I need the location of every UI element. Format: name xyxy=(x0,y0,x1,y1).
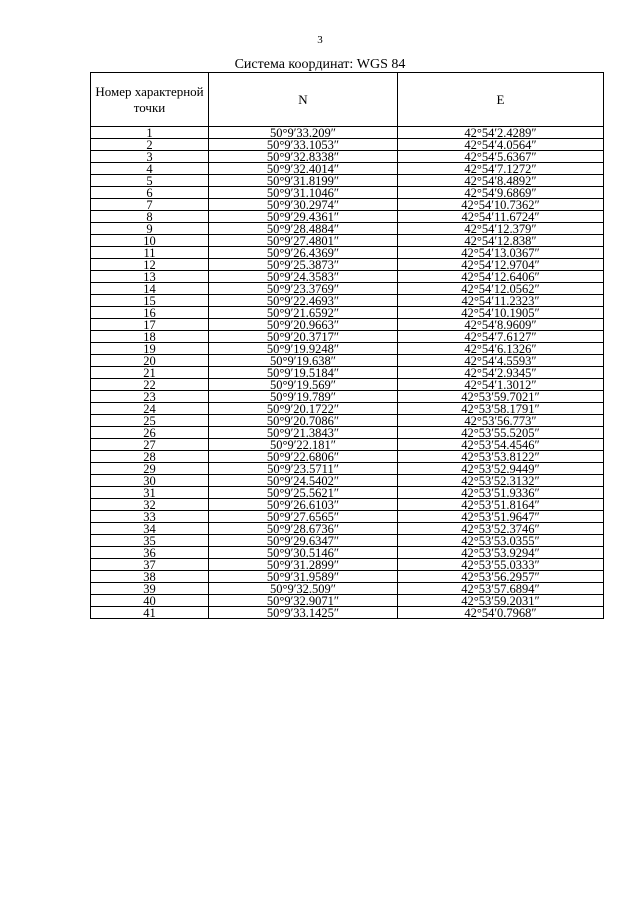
cell-north: 50°9′25.5621″ xyxy=(209,487,398,499)
header-point-number xyxy=(91,73,209,127)
cell-north: 50°9′31.1046″ xyxy=(209,187,398,199)
table-row xyxy=(91,187,604,199)
cell-east: 42°54′11.2323″ xyxy=(398,295,604,307)
cell-north: 50°9′27.6565″ xyxy=(209,511,398,523)
cell-point-number: 34 xyxy=(91,523,209,535)
cell-east: 42°53′51.9647″ xyxy=(398,511,604,523)
cell-point-number: 4 xyxy=(91,163,209,175)
cell-north: 50°9′21.6592″ xyxy=(209,307,398,319)
cell-point-number: 25 xyxy=(91,415,209,427)
cell-north: 50°9′21.3843″ xyxy=(209,427,398,439)
cell-point-number: 23 xyxy=(91,391,209,403)
cell-north: 50°9′32.509″ xyxy=(209,583,398,595)
cell-north: 50°9′20.1722″ xyxy=(209,403,398,415)
cell-east: 42°53′53.9294″ xyxy=(398,547,604,559)
cell-north: 50°9′19.569″ xyxy=(209,379,398,391)
cell-point-number: 16 xyxy=(91,307,209,319)
cell-east: 42°54′2.9345″ xyxy=(398,367,604,379)
cell-east: 42°53′52.9449″ xyxy=(398,463,604,475)
cell-north: 50°9′22.181″ xyxy=(209,439,398,451)
table-row xyxy=(91,511,604,523)
cell-north: 50°9′25.3873″ xyxy=(209,259,398,271)
cell-east: 42°53′52.3746″ xyxy=(398,523,604,535)
cell-east: 42°53′51.8164″ xyxy=(398,499,604,511)
cell-point-number: 14 xyxy=(91,283,209,295)
cell-north: 50°9′19.5184″ xyxy=(209,367,398,379)
table-row xyxy=(91,487,604,499)
coordinates-table-body xyxy=(91,127,604,619)
table-row xyxy=(91,355,604,367)
table-row xyxy=(91,319,604,331)
cell-point-number: 6 xyxy=(91,187,209,199)
cell-east: 42°54′10.1905″ xyxy=(398,307,604,319)
cell-point-number: 21 xyxy=(91,367,209,379)
cell-point-number: 2 xyxy=(91,139,209,151)
cell-point-number: 28 xyxy=(91,451,209,463)
cell-east: 42°54′2.4289″ xyxy=(398,127,604,139)
table-row xyxy=(91,271,604,283)
cell-east: 42°54′0.7968″ xyxy=(398,607,604,619)
table-row xyxy=(91,211,604,223)
cell-north: 50°9′29.6347″ xyxy=(209,535,398,547)
table-row xyxy=(91,163,604,175)
cell-point-number: 7 xyxy=(91,199,209,211)
table-row xyxy=(91,415,604,427)
cell-north: 50°9′20.7086″ xyxy=(209,415,398,427)
cell-north: 50°9′32.9071″ xyxy=(209,595,398,607)
cell-point-number: 41 xyxy=(91,607,209,619)
cell-north: 50°9′30.2974″ xyxy=(209,199,398,211)
cell-north: 50°9′23.3769″ xyxy=(209,283,398,295)
table-row xyxy=(91,247,604,259)
cell-east: 42°53′54.4546″ xyxy=(398,439,604,451)
cell-point-number: 35 xyxy=(91,535,209,547)
table-row xyxy=(91,295,604,307)
table-row xyxy=(91,475,604,487)
cell-east: 42°53′57.6894″ xyxy=(398,583,604,595)
table-row xyxy=(91,199,604,211)
cell-point-number: 5 xyxy=(91,175,209,187)
cell-point-number: 22 xyxy=(91,379,209,391)
cell-north: 50°9′24.3583″ xyxy=(209,271,398,283)
table-row xyxy=(91,151,604,163)
cell-north: 50°9′31.8199″ xyxy=(209,175,398,187)
cell-east: 42°54′10.7362″ xyxy=(398,199,604,211)
cell-north: 50°9′27.4801″ xyxy=(209,235,398,247)
cell-east: 42°54′12.6406″ xyxy=(398,271,604,283)
table-row xyxy=(91,235,604,247)
cell-point-number: 38 xyxy=(91,571,209,583)
cell-point-number: 31 xyxy=(91,487,209,499)
table-row xyxy=(91,127,604,139)
cell-point-number: 36 xyxy=(91,547,209,559)
cell-north: 50°9′22.4693″ xyxy=(209,295,398,307)
cell-point-number: 13 xyxy=(91,271,209,283)
cell-north: 50°9′19.789″ xyxy=(209,391,398,403)
table-row xyxy=(91,343,604,355)
table-row xyxy=(91,571,604,583)
cell-point-number: 26 xyxy=(91,427,209,439)
cell-north: 50°9′31.2899″ xyxy=(209,559,398,571)
cell-point-number: 29 xyxy=(91,463,209,475)
table-row xyxy=(91,559,604,571)
cell-east: 42°54′12.838″ xyxy=(398,235,604,247)
cell-east: 42°53′52.3132″ xyxy=(398,475,604,487)
cell-east: 42°53′53.8122″ xyxy=(398,451,604,463)
cell-north: 50°9′30.5146″ xyxy=(209,547,398,559)
cell-point-number: 39 xyxy=(91,583,209,595)
cell-north: 50°9′26.6103″ xyxy=(209,499,398,511)
cell-east: 42°54′7.1272″ xyxy=(398,163,604,175)
cell-north: 50°9′32.4014″ xyxy=(209,163,398,175)
cell-east: 42°53′51.9336″ xyxy=(398,487,604,499)
cell-point-number: 11 xyxy=(91,247,209,259)
table-row xyxy=(91,427,604,439)
cell-point-number: 33 xyxy=(91,511,209,523)
table-row xyxy=(91,379,604,391)
header-point-number-label: Номер характерной точки xyxy=(95,83,204,115)
cell-north: 50°9′33.1053″ xyxy=(209,139,398,151)
cell-north: 50°9′28.6736″ xyxy=(209,523,398,535)
cell-north: 50°9′19.9248″ xyxy=(209,343,398,355)
page-number: 3 xyxy=(317,34,323,46)
cell-east: 42°53′55.0333″ xyxy=(398,559,604,571)
table-row xyxy=(91,391,604,403)
table-row xyxy=(91,403,604,415)
coordinate-system-caption: Система координат: WGS 84 xyxy=(234,57,406,72)
cell-east: 42°54′4.0564″ xyxy=(398,139,604,151)
cell-point-number: 10 xyxy=(91,235,209,247)
cell-point-number: 40 xyxy=(91,595,209,607)
cell-point-number: 3 xyxy=(91,151,209,163)
cell-point-number: 20 xyxy=(91,355,209,367)
table-row xyxy=(91,607,604,619)
cell-east: 42°54′1.3012″ xyxy=(398,379,604,391)
table-row xyxy=(91,463,604,475)
cell-point-number: 30 xyxy=(91,475,209,487)
table-row xyxy=(91,595,604,607)
header-east: E xyxy=(398,73,604,127)
coordinates-table xyxy=(90,72,604,619)
cell-point-number: 8 xyxy=(91,211,209,223)
table-row xyxy=(91,547,604,559)
cell-north: 50°9′24.5402″ xyxy=(209,475,398,487)
cell-east: 42°54′12.9704″ xyxy=(398,259,604,271)
cell-north: 50°9′28.4884″ xyxy=(209,223,398,235)
cell-north: 50°9′31.9589″ xyxy=(209,571,398,583)
cell-east: 42°54′12.379″ xyxy=(398,223,604,235)
cell-point-number: 32 xyxy=(91,499,209,511)
table-row xyxy=(91,367,604,379)
cell-east: 42°53′59.7021″ xyxy=(398,391,604,403)
table-row xyxy=(91,139,604,151)
table-row xyxy=(91,223,604,235)
table-row xyxy=(91,451,604,463)
table-row xyxy=(91,283,604,295)
cell-east: 42°53′53.0355″ xyxy=(398,535,604,547)
cell-point-number: 27 xyxy=(91,439,209,451)
table-row xyxy=(91,259,604,271)
cell-point-number: 17 xyxy=(91,319,209,331)
cell-east: 42°53′56.2957″ xyxy=(398,571,604,583)
cell-east: 42°54′13.0367″ xyxy=(398,247,604,259)
cell-point-number: 24 xyxy=(91,403,209,415)
table-row xyxy=(91,307,604,319)
table-header-row xyxy=(91,73,604,127)
cell-north: 50°9′22.6806″ xyxy=(209,451,398,463)
cell-east: 42°54′4.5593″ xyxy=(398,355,604,367)
cell-north: 50°9′20.9663″ xyxy=(209,319,398,331)
table-row xyxy=(91,535,604,547)
table-row xyxy=(91,523,604,535)
cell-east: 42°53′55.5205″ xyxy=(398,427,604,439)
cell-east: 42°54′12.0562″ xyxy=(398,283,604,295)
cell-point-number: 1 xyxy=(91,127,209,139)
cell-north: 50°9′29.4361″ xyxy=(209,211,398,223)
cell-north: 50°9′20.3717″ xyxy=(209,331,398,343)
cell-east: 42°54′5.6367″ xyxy=(398,151,604,163)
cell-point-number: 18 xyxy=(91,331,209,343)
table-row xyxy=(91,499,604,511)
cell-east: 42°54′9.6869″ xyxy=(398,187,604,199)
table-row xyxy=(91,175,604,187)
cell-point-number: 37 xyxy=(91,559,209,571)
cell-point-number: 12 xyxy=(91,259,209,271)
table-row xyxy=(91,439,604,451)
cell-east: 42°53′56.773″ xyxy=(398,415,604,427)
cell-east: 42°54′6.1326″ xyxy=(398,343,604,355)
cell-point-number: 15 xyxy=(91,295,209,307)
cell-east: 42°54′8.9609″ xyxy=(398,319,604,331)
cell-east: 42°53′58.1791″ xyxy=(398,403,604,415)
cell-point-number: 9 xyxy=(91,223,209,235)
cell-north: 50°9′26.4369″ xyxy=(209,247,398,259)
cell-north: 50°9′32.8338″ xyxy=(209,151,398,163)
cell-north: 50°9′33.209″ xyxy=(209,127,398,139)
table-row xyxy=(91,331,604,343)
cell-east: 42°54′11.6724″ xyxy=(398,211,604,223)
cell-east: 42°54′8.4892″ xyxy=(398,175,604,187)
header-north: N xyxy=(209,73,398,127)
cell-point-number: 19 xyxy=(91,343,209,355)
cell-east: 42°53′59.2031″ xyxy=(398,595,604,607)
table-row xyxy=(91,583,604,595)
cell-east: 42°54′7.6127″ xyxy=(398,331,604,343)
cell-north: 50°9′23.5711″ xyxy=(209,463,398,475)
cell-north: 50°9′33.1425″ xyxy=(209,607,398,619)
cell-north: 50°9′19.638″ xyxy=(209,355,398,367)
